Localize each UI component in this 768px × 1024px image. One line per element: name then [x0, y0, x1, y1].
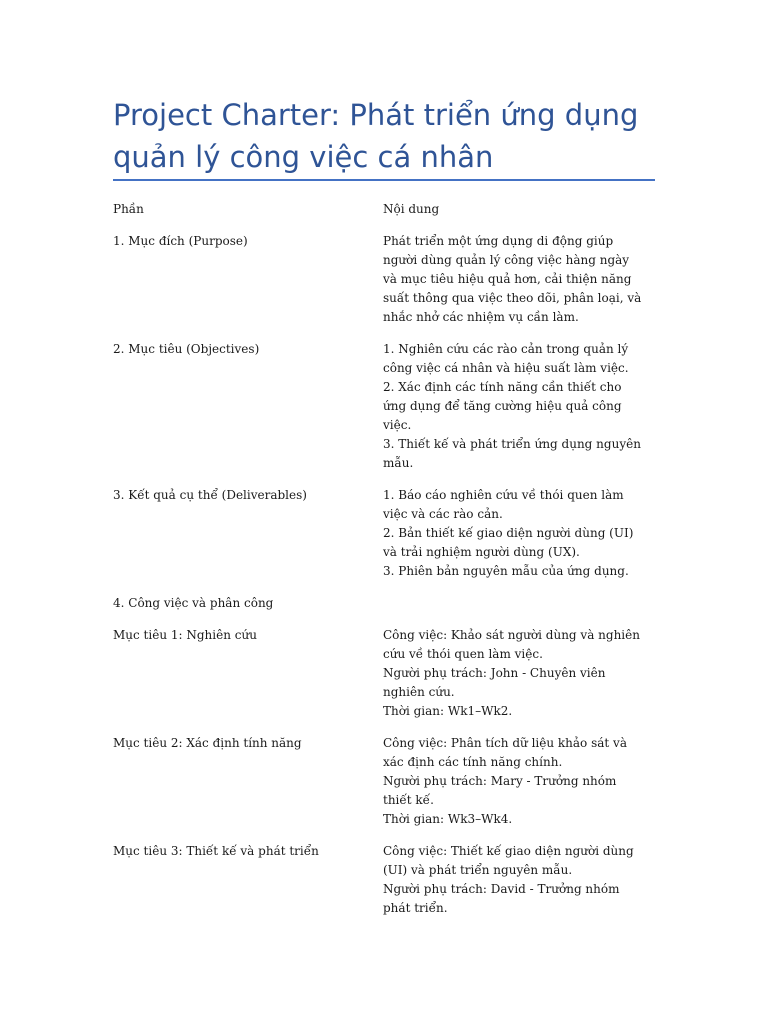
table-row [113, 486, 673, 581]
charter-table [113, 200, 673, 931]
table-row [113, 842, 673, 918]
table-row [113, 232, 673, 327]
row-content: Công việc: Thiết kế giao diện người dùng (UI) và phát triển nguyên mẫu. Người phụ trách: David - Trưởng nhóm phát triển. [383, 844, 634, 915]
row-section: Mục tiêu 2: Xác định tính năng [113, 736, 302, 750]
header-content: Nội dung [383, 202, 440, 216]
table-header-row [113, 200, 673, 219]
table-row [113, 626, 673, 721]
header-section: Phần [113, 202, 144, 216]
table-row [113, 594, 673, 613]
row-content: Phát triển một ứng dụng di động giúp người dùng quản lý công việc hàng ngày và mục tiêu hiệu quả hơn, cải thiện năng suất thông qua việc theo dõi, phân loại, và nhắc nhở các nhiệm vụ cần làm. [383, 234, 642, 324]
row-section: Mục tiêu 3: Thiết kế và phát triển [113, 844, 319, 858]
row-section: 2. Mục tiêu (Objectives) [113, 342, 260, 356]
table-row [113, 734, 673, 829]
row-section: 3. Kết quả cụ thể (Deliverables) [113, 488, 307, 502]
document-title: Project Charter: Phát triển ứng dụng quản lý công việc cá nhân [113, 98, 639, 174]
row-content: Công việc: Khảo sát người dùng và nghiên cứu về thói quen làm việc. Người phụ trách: John - Chuyên viên nghiên cứu. Thời gian: Wk1–Wk2. [383, 628, 640, 718]
row-content: Công việc: Phân tích dữ liệu khảo sát và xác định các tính năng chính. Người phụ trách: Mary - Trưởng nhóm thiết kế. Thời gian: Wk3–Wk4. [383, 736, 627, 826]
row-content: 1. Nghiên cứu các rào cản trong quản lý công việc cá nhân và hiệu suất làm việc. 2. Xác định các tính năng cần thiết cho ứng dụng để tăng cường hiệu quả công việc. 3. Thiết kế và phát triển ứng dụng nguyên mẫu. [383, 342, 641, 470]
row-content: 1. Báo cáo nghiên cứu về thói quen làm việc và các rào cản. 2. Bản thiết kế giao diện người dùng (UI) và trải nghiệm người dùng (UX). 3. Phiên bản nguyên mẫu của ứng dụng. [383, 488, 634, 578]
title-underline [113, 179, 655, 181]
row-section: Mục tiêu 1: Nghiên cứu [113, 628, 257, 642]
row-section: 4. Công việc và phân công [113, 596, 274, 610]
table-row [113, 340, 673, 473]
row-content [383, 594, 645, 613]
row-section: 1. Mục đích (Purpose) [113, 234, 248, 248]
